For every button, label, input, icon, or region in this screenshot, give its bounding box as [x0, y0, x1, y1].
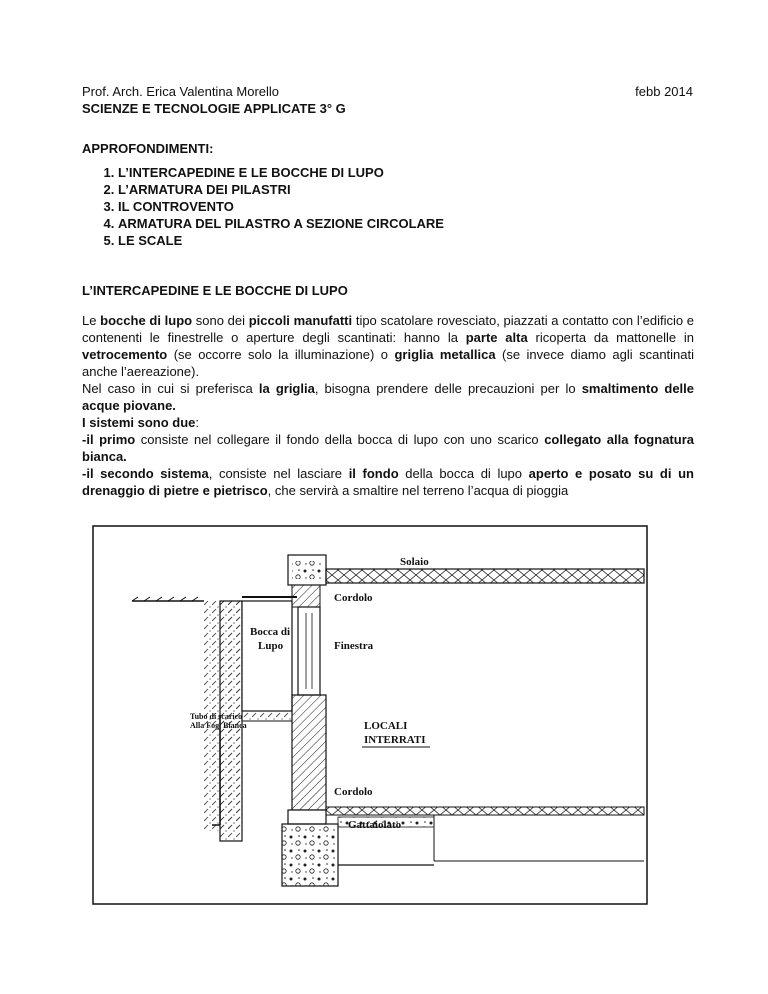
label-locali: LOCALI — [364, 720, 408, 732]
paragraph-definition: Le bocche di lupo sono dei piccoli manufatti tipo scatolare rovesciato, piazzati a contatto con l’edificio e contenenti le finestrelle o aperture degli scantinati: hanno la parte alta ricoperta da mattonelle in vetrocemento (se occorre solo la illuminazione) o griglia metallica (se invece diamo agli scantinati anche l’aereazione). — [82, 313, 695, 379]
bocca-di-lupo-diagram — [92, 525, 648, 905]
section-heading: L’INTERCAPEDINE E LE BOCCHE DI LUPO — [82, 283, 348, 298]
label-tubo-1: Tubo di scarico — [190, 712, 243, 721]
list-item: 5. LE SCALE — [118, 232, 618, 249]
approfondimenti-heading: APPROFONDIMENTI: — [82, 141, 214, 156]
label-finestra: Finestra — [334, 640, 374, 652]
bottom-cordolo — [288, 810, 326, 824]
solaio-slab — [326, 569, 644, 583]
bocca-box — [242, 601, 292, 711]
paragraph-second-system: -il secondo sistema, consiste nel lasciare il fondo della bocca di lupo aperto e posato su di un drenaggio di pietre e pietrisco, che servirà a smaltire nel terreno l’acqua di pioggia — [82, 466, 694, 498]
paragraph-precautions: Nel caso in cui si preferisca la griglia, bisogna prendere delle precauzioni per lo smaltimento delle acque piovane. — [82, 381, 694, 413]
paragraph-systems: I sistemi sono due: — [82, 415, 200, 430]
section-body — [82, 312, 694, 499]
basement-wall — [292, 695, 326, 810]
list-item: 3. IL CONTROVENTO — [118, 198, 618, 215]
label-gattaiolato: Gattaiolato — [348, 819, 402, 831]
label-bocca: Bocca di — [250, 626, 291, 638]
bocca-bottom — [242, 711, 292, 721]
header-left — [82, 83, 346, 117]
label-tubo-2: Alla Fog. Bianca — [190, 721, 247, 730]
list-item: 2. L’ARMATURA DEI PILASTRI — [118, 181, 618, 198]
label-cordolo-bottom: Cordolo — [334, 786, 373, 798]
topics-list — [82, 164, 618, 249]
paragraph-first-system: -il primo consiste nel collegare il fondo della bocca di lupo con uno scarico collegato alla fognatura bianca. — [82, 432, 694, 464]
list-item: 1. L’INTERCAPEDINE E LE BOCCHE DI LUPO — [118, 164, 618, 181]
course-title: SCIENZE E TECNOLOGIE APPLICATE 3° G — [82, 101, 346, 116]
author-name: Prof. Arch. Erica Valentina Morello — [82, 84, 280, 99]
floor-slab — [326, 807, 644, 815]
foundation — [282, 824, 338, 886]
label-cordolo-top: Cordolo — [334, 592, 373, 604]
label-interrati: INTERRATI — [364, 734, 426, 746]
header-date: febb 2014 — [635, 84, 693, 99]
list-item: 4. ARMATURA DEL PILASTRO A SEZIONE CIRCOLARE — [118, 215, 618, 232]
label-lupo: Lupo — [258, 640, 284, 652]
label-solaio: Solaio — [400, 556, 429, 568]
window — [298, 607, 320, 695]
